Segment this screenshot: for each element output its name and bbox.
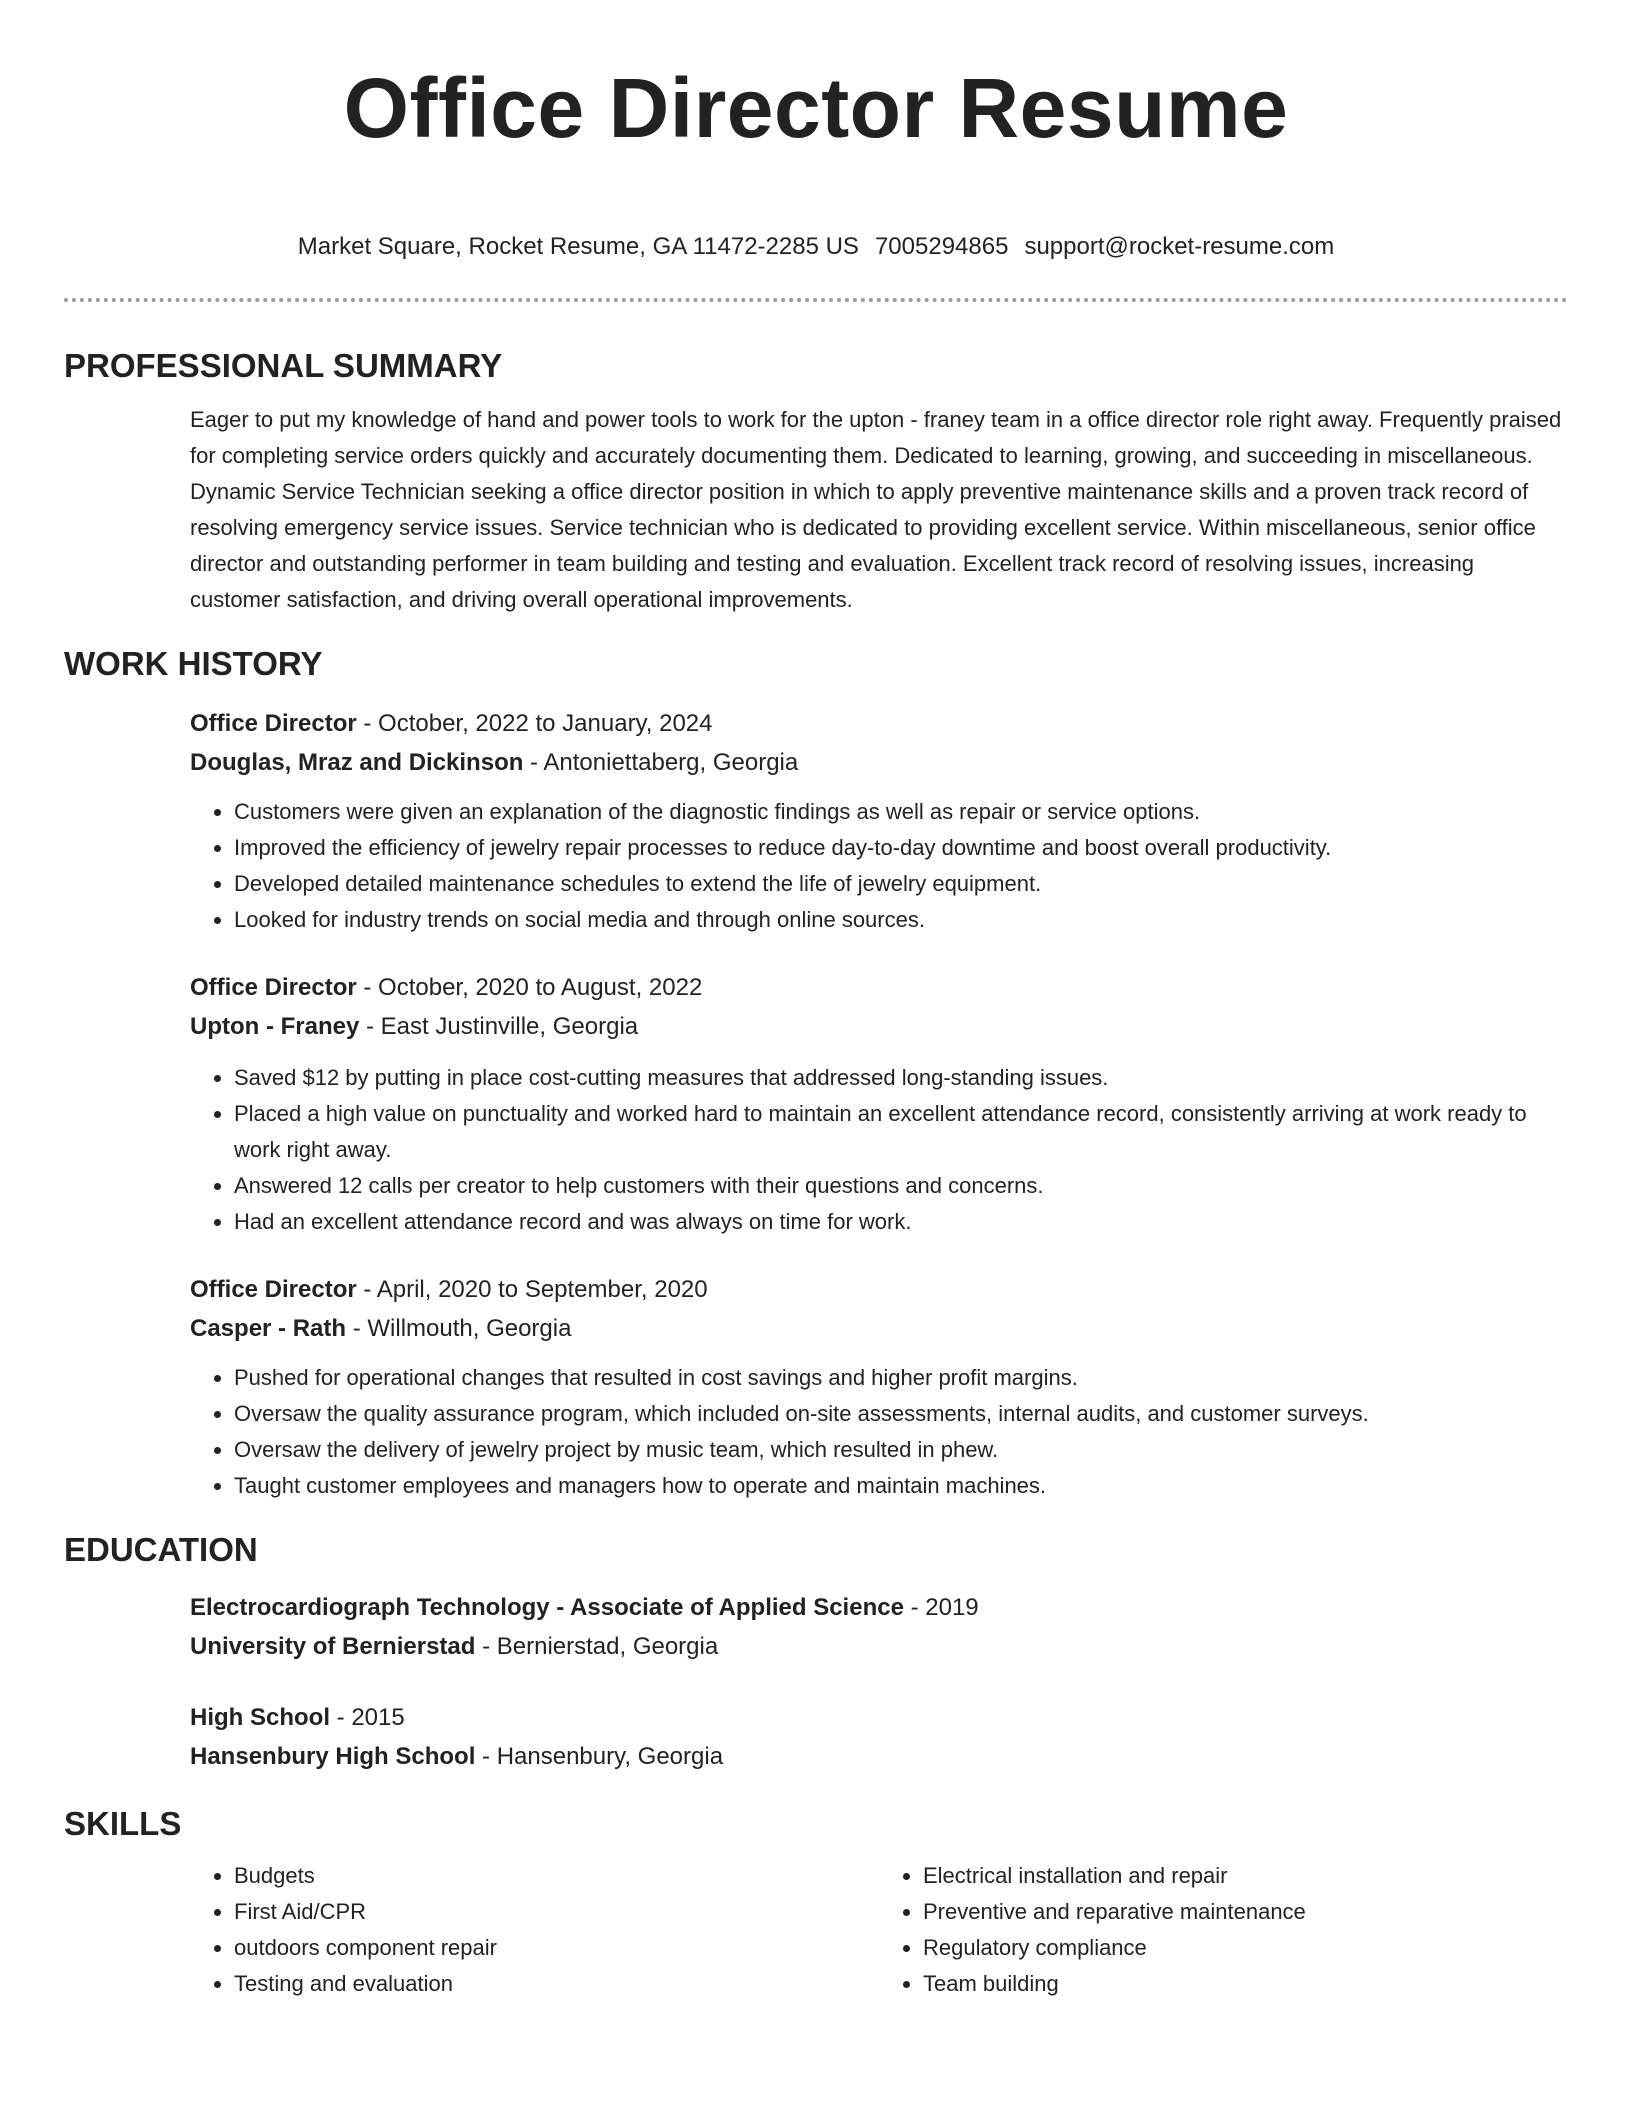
job-location: - Willmouth, Georgia [346,1315,572,1342]
job-entry [190,704,1568,938]
job-bullet: • Looked for industry trends on social media and through online sources. [234,902,1568,938]
skills-section [190,1858,1568,2002]
education-degree-line [190,1698,1568,1737]
education-year: - 2015 [330,1704,405,1731]
job-company-line [190,1007,1568,1046]
education-degree: High School [190,1704,330,1731]
job-bullet: • Customers were given an explanation of the diagnostic findings as well as repair or service options. [234,794,1568,830]
job-dates: - October, 2020 to August, 2022 [356,974,703,1001]
skill-item: • Regulatory compliance [923,1930,1568,1966]
contact-address: Market Square, Rocket Resume, GA 11472-2285 US [297,233,859,260]
job-bullet: • Developed detailed maintenance schedules to extend the life of jewelry equipment. [234,866,1568,902]
job-title: Office Director [190,1276,357,1303]
contact-phone: 7005294865 [874,233,1009,260]
job-bullet: • Placed a high value on punctuality and worked hard to maintain an excellent attendance record, consistently arriving at work ready to work right away. [234,1096,1568,1168]
job-company: Casper - Rath [190,1315,347,1342]
job-title-line [190,968,1568,1007]
job-bullet: • Pushed for operational changes that resulted in cost savings and higher profit margins. [234,1360,1568,1396]
job-dates: - October, 2022 to January, 2024 [356,710,713,737]
education-heading: EDUCATION [64,1531,258,1568]
job-company: Upton - Franey [190,1013,360,1040]
job-company-line [190,743,1568,782]
summary-text: Eager to put my knowledge of hand and power tools to work for the upton - franey team in a office director role right away. Frequently praised for completing service orders quickly and accurately documenting them. Dedicated to learning, growing, and succeeding in miscellaneous. Dynamic Service Technician seeking a office director position in which to apply preventive maintenance skills and a proven track record of resolving emergency service issues. Service technician who is dedicated to providing excellent service. Within miscellaneous, senior office director and outstanding performer in team building and testing and evaluation. Excellent track record of resolving issues, increasing customer satisfaction, and driving overall operational improvements. [190,407,1562,612]
education-degree-line [190,1588,1568,1627]
job-bullets [190,794,1568,938]
header-divider [64,298,1568,302]
skills-list-left [190,1858,879,2002]
skill-item: • Budgets [234,1858,879,1894]
education-school: Hansenbury High School [190,1743,476,1770]
skill-item: • outdoors component repair [234,1930,879,1966]
job-bullet: • Improved the efficiency of jewelry repair processes to reduce day-to-day downtime and boost overall productivity. [234,830,1568,866]
job-title: Office Director [190,974,357,1001]
resume-title: Office Director Resume [343,61,1289,155]
skill-item: • Team building [923,1966,1568,2002]
skill-item: • First Aid/CPR [234,1894,879,1930]
education-year: - 2019 [903,1594,979,1621]
job-company: Douglas, Mraz and Dickinson [190,749,524,776]
job-title-line [190,704,1568,743]
job-entry [190,968,1568,1240]
job-title: Office Director [190,710,357,737]
education-location: - Bernierstad, Georgia [475,1633,719,1660]
education-school-line [190,1627,1568,1666]
contact-line [64,232,1568,262]
education-school: University of Bernierstad [190,1633,476,1660]
education-location: - Hansenbury, Georgia [475,1743,724,1770]
skill-item: • Preventive and reparative maintenance [923,1894,1568,1930]
job-dates: - April, 2020 to September, 2020 [356,1276,708,1303]
job-entry [190,1270,1568,1504]
education-school-line [190,1737,1568,1776]
skill-item: • Electrical installation and repair [923,1858,1568,1894]
job-bullets [190,1060,1568,1240]
skills-list-right [879,1858,1568,2002]
job-bullet: • Saved $12 by putting in place cost-cutting measures that addressed long-standing issues. [234,1060,1568,1096]
job-bullet: • Oversaw the delivery of jewelry project by music team, which resulted in phew. [234,1432,1568,1468]
education-entry [190,1588,1568,1666]
work-history-section [190,704,1568,1504]
job-location: - Antoniettaberg, Georgia [523,749,799,776]
job-location: - East Justinville, Georgia [359,1013,639,1040]
job-company-line [190,1309,1568,1348]
education-entry [190,1698,1568,1776]
education-section [190,1588,1568,1776]
job-bullets [190,1360,1568,1504]
job-title-line [190,1270,1568,1309]
summary-heading: PROFESSIONAL SUMMARY [64,347,503,384]
skills-heading: SKILLS [64,1805,182,1842]
skill-item: • Testing and evaluation [234,1966,879,2002]
summary-section [190,402,1568,618]
education-degree: Electrocardiograph Technology - Associate of Applied Science [190,1594,904,1621]
job-bullet: • Oversaw the quality assurance program, which included on-site assessments, internal audits, and customer surveys. [234,1396,1568,1432]
work-history-heading: WORK HISTORY [64,645,323,682]
job-bullet: • Answered 12 calls per creator to help customers with their questions and concerns. [234,1168,1568,1204]
job-bullet: • Taught customer employees and managers how to operate and maintain machines. [234,1468,1568,1504]
contact-email: support@rocket-resume.com [1024,233,1335,260]
job-bullet: • Had an excellent attendance record and was always on time for work. [234,1204,1568,1240]
